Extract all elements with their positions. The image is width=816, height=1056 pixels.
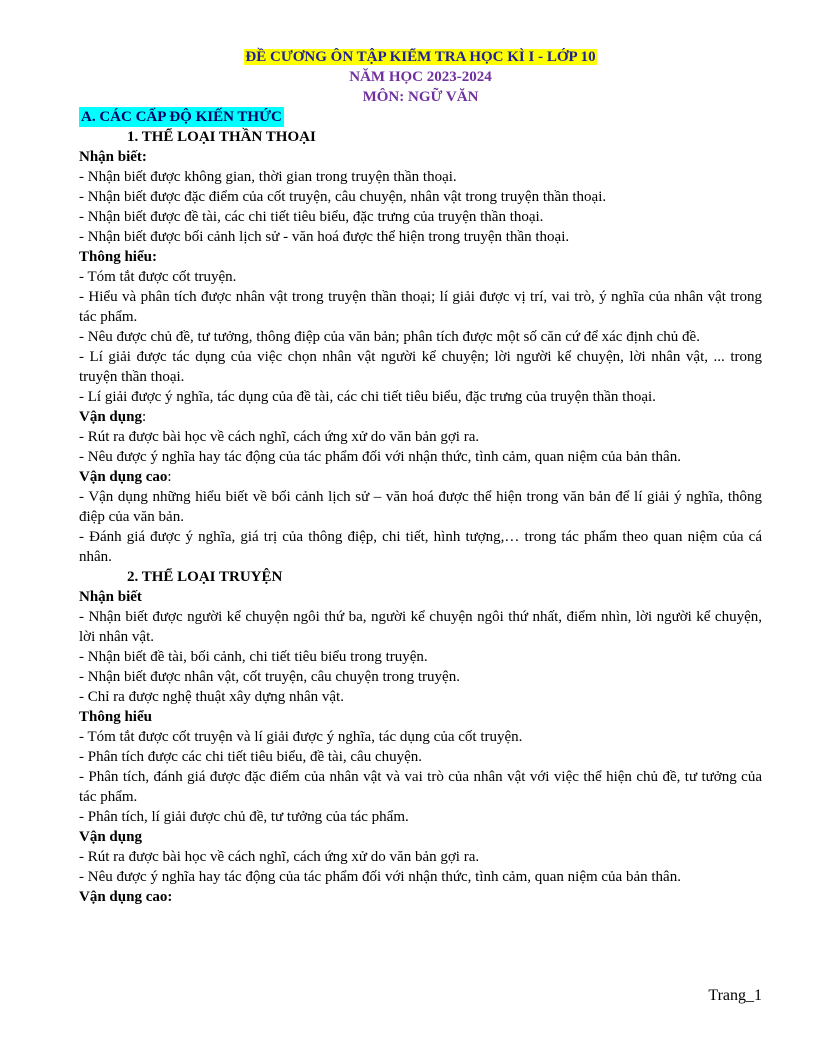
list-item: - Nêu được ý nghĩa hay tác động của tác phẩm đối với nhận thức, tình cảm, quan niệm của bản thân. bbox=[79, 869, 681, 885]
list-item: - Nhận biết được nhân vật, cốt truyện, câu chuyện trong truyện. bbox=[79, 669, 460, 685]
part1-heading: 1. THỂ LOẠI THẦN THOẠI bbox=[127, 129, 316, 145]
list-item: - Nêu được chủ đề, tư tưởng, thông điệp của văn bản; phân tích được một số căn cứ để xác định chủ đề. bbox=[79, 329, 700, 345]
list-item: - Đánh giá được ý nghĩa, giá trị của thông điệp, chi tiết, hình tượng,… trong tác phẩm theo quan niệm của cá nhân. bbox=[79, 529, 762, 565]
list-item: - Phân tích được các chi tiết tiêu biểu, đề tài, câu chuyện. bbox=[79, 749, 423, 765]
list-item: - Nhận biết được đặc điểm của cốt truyện, câu chuyện, nhân vật trong truyện thần thoại. bbox=[79, 189, 607, 205]
part2-van-dung-label: Vận dụng bbox=[79, 829, 142, 845]
part1-van-dung-colon: : bbox=[141, 409, 147, 425]
list-item: - Nhận biết đề tài, bối cảnh, chi tiết tiêu biểu trong truyện. bbox=[79, 649, 428, 665]
part1-van-dung-label-row bbox=[79, 407, 762, 427]
list-item: - Chỉ ra được nghệ thuật xây dựng nhân vật. bbox=[79, 689, 344, 705]
list-item: - Nêu được ý nghĩa hay tác động của tác phẩm đối với nhận thức, tình cảm, quan niệm của bản thân. bbox=[79, 449, 681, 465]
list-item: - Nhận biết được đề tài, các chi tiết tiêu biểu, đặc trưng của truyện thần thoại. bbox=[79, 209, 544, 225]
part2-van-dung-cao-label: Vận dụng cao: bbox=[79, 889, 173, 905]
list-item: - Nhận biết được không gian, thời gian trong truyện thần thoại. bbox=[79, 169, 457, 185]
list-item: - Rút ra được bài học về cách nghĩ, cách ứng xử do văn bản gợi ra. bbox=[79, 429, 480, 445]
list-item: - Lí giải được tác dụng của việc chọn nhân vật người kể chuyện; lời người kể chuyện, lời nhân vật, ... trong truyện thần thoại. bbox=[79, 349, 762, 385]
part1-van-dung-cao-label-row bbox=[79, 467, 762, 487]
part2-nhan-biet-label: Nhận biết bbox=[79, 589, 142, 605]
list-item: - Rút ra được bài học về cách nghĩ, cách ứng xử do văn bản gợi ra. bbox=[79, 849, 480, 865]
document-title-row bbox=[79, 47, 762, 67]
document-title: ĐỀ CƯƠNG ÔN TẬP KIỂM TRA HỌC KÌ I - LỚP 10 bbox=[245, 49, 596, 65]
subject-name: MÔN: NGỮ VĂN bbox=[362, 89, 479, 105]
section-a-heading: A. CÁC CẤP ĐỘ KIẾN THỨC bbox=[81, 109, 282, 125]
list-item: - Lí giải được ý nghĩa, tác dụng của đề tài, các chi tiết tiêu biểu, đặc trưng của truyện thần thoại. bbox=[79, 389, 656, 405]
list-item: - Nhận biết được người kể chuyện ngôi thứ ba, người kể chuyện ngôi thứ nhất, điểm nhìn, lời người kể chuyện, lời nhân vật. bbox=[79, 609, 762, 645]
part1-thong-hieu-label: Thông hiểu: bbox=[79, 249, 157, 265]
part1-nhan-biet-label: Nhận biết: bbox=[79, 149, 147, 165]
part1-van-dung-label: Vận dụng bbox=[79, 409, 142, 425]
list-item: - Hiểu và phân tích được nhân vật trong truyện thần thoại; lí giải được vị trí, vai trò, ý nghĩa của nhân vật trong tác phẩm. bbox=[79, 289, 762, 325]
list-item: - Phân tích, đánh giá được đặc điểm của nhân vật và vai trò của nhân vật với việc thể hiện chủ đề, tư tưởng của tác phẩm. bbox=[79, 769, 762, 805]
school-year: NĂM HỌC 2023-2024 bbox=[349, 69, 492, 85]
part1-van-dung-cao-label: Vận dụng cao bbox=[79, 469, 168, 485]
list-item: - Phân tích, lí giải được chủ đề, tư tưởng của tác phẩm. bbox=[79, 809, 409, 825]
part2-thong-hieu-label: Thông hiểu bbox=[79, 709, 152, 725]
document-page bbox=[79, 47, 762, 907]
list-item: - Nhận biết được bối cảnh lịch sử - văn hoá được thể hiện trong truyện thần thoại. bbox=[79, 229, 570, 245]
list-item: - Vận dụng những hiểu biết về bối cảnh lịch sử – văn hoá được thể hiện trong văn bản để lí giải ý nghĩa, thông điệp của văn bản. bbox=[79, 489, 762, 525]
part2-heading: 2. THỂ LOẠI TRUYỆN bbox=[127, 569, 283, 585]
section-a-row bbox=[79, 107, 762, 127]
page-number: Trang_1 bbox=[708, 987, 762, 1004]
list-item: - Tóm tắt được cốt truyện. bbox=[79, 269, 237, 285]
list-item: - Tóm tắt được cốt truyện và lí giải được ý nghĩa, tác dụng của cốt truyện. bbox=[79, 729, 523, 745]
part1-van-dung-cao-colon: : bbox=[167, 469, 172, 485]
